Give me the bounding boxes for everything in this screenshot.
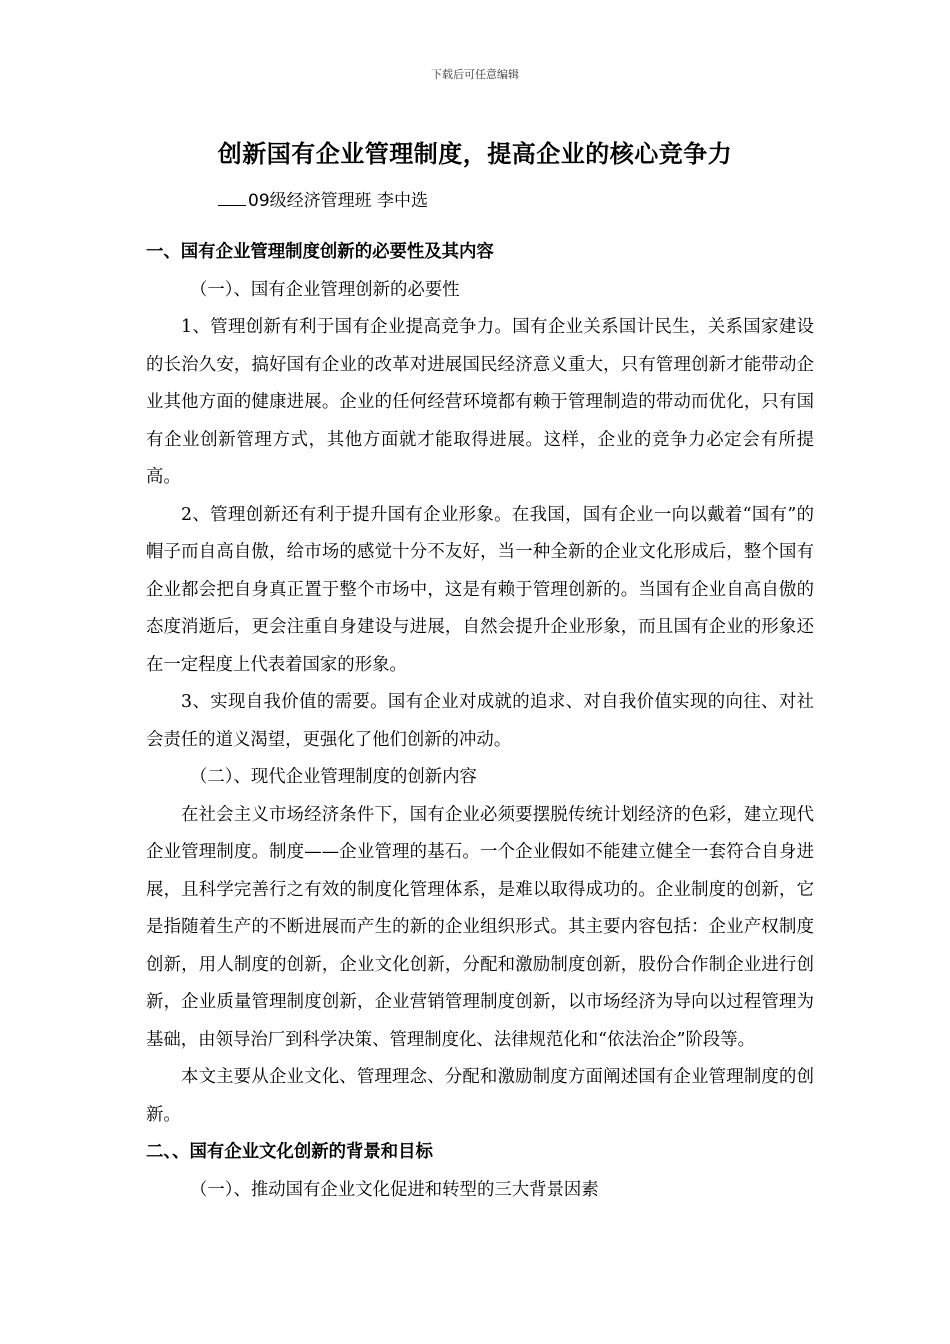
- section-1-subheading-2: （二）、现代企业管理制度的创新内容: [190, 767, 477, 787]
- section-1-subheading-1: （一）、国有企业管理创新的必要性: [190, 279, 460, 300]
- author-line: [218, 186, 428, 211]
- author-underline: [218, 189, 246, 206]
- paragraph: 3、实现自我价值的需要。国有企业对成就的追求、对自我价值实现的向往、对社会责任的道义渴望，更强化了他们创新的冲动。: [146, 692, 814, 750]
- section-2-subheading-1: （一）、推动国有企业文化促进和转型的三大背景因素: [190, 1179, 599, 1200]
- author-text: 09级经济管理班 李中选: [248, 191, 429, 211]
- section-1-heading: 一、国有企业管理制度创新的必要性及其内容: [146, 242, 494, 262]
- paragraph: 1、管理创新有利于国有企业提高竞争力。国有企业关系国计民生，关系国家建设的长治久安，搞好国有企业的改革对进展国民经济意义重大，只有管理创新才能带动企业其他方面的健康进展。企业的任何经营环境都有赖于管理制造的带动而优化，只有国有企业创新管理方式，其他方面就才能取得进展。这样，企业的竞争力必定会有所提高。: [146, 317, 814, 487]
- paragraph: 本文主要从企业文化、管理理念、分配和激励制度方面阐述国有企业管理制度的创新。: [146, 1067, 814, 1125]
- paragraph: 在社会主义市场经济条件下，国有企业必须要摆脱传统计划经济的色彩，建立现代企业管理制度。制度——企业管理的基石。一个企业假如不能建立健全一套符合自身进展，且科学完善行之有效的制度化管理体系，是难以取得成功的。企业制度的创新，它是指随着生产的不断进展而产生的新的企业组织形式。其主要内容包括：企业产权制度创新，用人制度的创新，企业文化创新，分配和激励制度创新，股份合作制企业进行创新，企业质量管理制度创新，企业营销管理制度创新，以市场经济为导向以过程管理为基础，由领导治厂到科学决策、管理制度化、法律规范化和“依法治企”阶段等。: [146, 804, 814, 1050]
- paragraph: 2、管理创新还有利于提升国有企业形象。在我国，国有企业一向以戴着“国有”的帽子而自高自傲，给市场的感觉十分不友好，当一种全新的企业文化形成后，整个国有企业都会把自身真正置于整个市场中，这是有赖于管理创新的。当国有企业自高自傲的态度消逝后，更会注重自身建设与进展，自然会提升企业形象，而且国有企业的形象还在一定程度上代表着国家的形象。: [146, 504, 814, 675]
- section-2-heading: 二、、国有企业文化创新的背景和目标: [146, 1142, 433, 1162]
- document-title: 创新国有企业管理制度，提高企业的核心竞争力: [217, 140, 733, 168]
- document-body: [146, 234, 814, 1209]
- header-note: 下载后可任意编辑: [431, 68, 519, 81]
